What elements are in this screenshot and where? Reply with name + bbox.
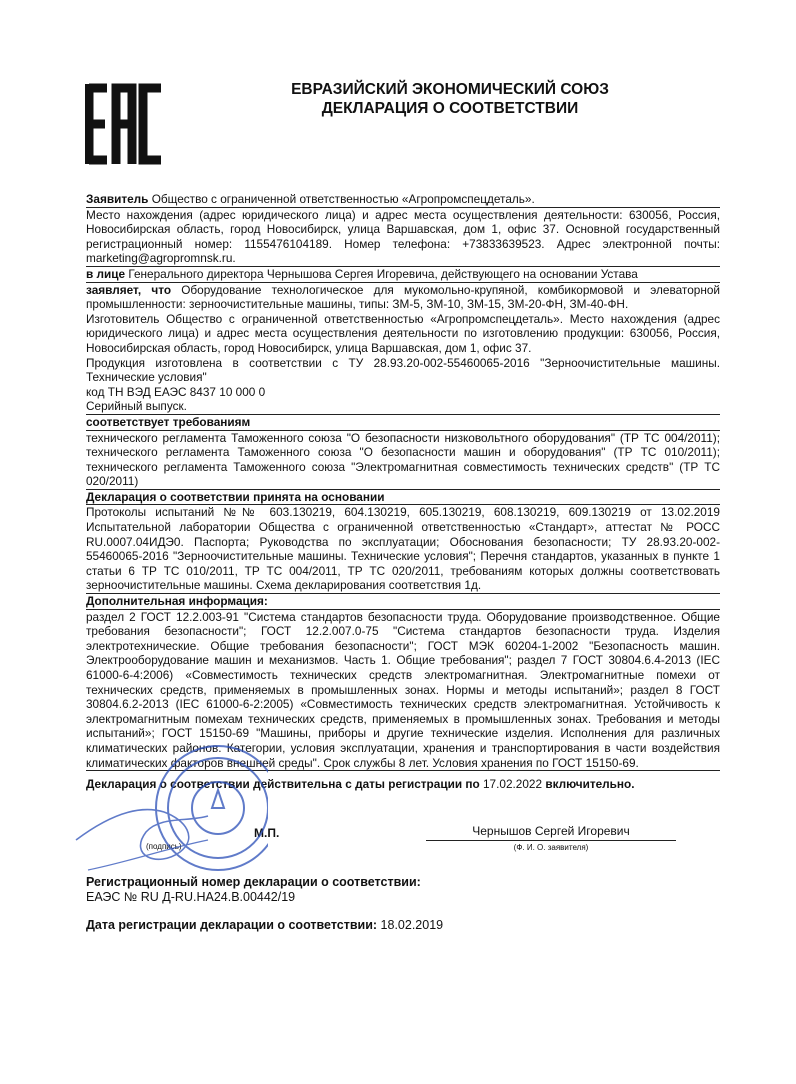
validity-date: 17.02.2022 [479, 777, 546, 792]
signature-caption: (подпись) [146, 842, 182, 851]
validity-prefix: Декларация о соответствии действительна с даты регистрации по [86, 777, 480, 792]
person-label: в лице [86, 266, 126, 281]
produced-text: Продукция изготовлена в соответствии с ТУ 28.93.20-002-55460065-2016 "Зерноочистительные машины. Технические условия" [86, 355, 720, 385]
registration-number-label: Регистрационный номер декларации о соответствии: [86, 875, 421, 889]
basis-label: Декларация о соответствии принята на основании [86, 490, 720, 506]
header-declaration-title: ДЕКЛАРАЦИЯ О СООТВЕТСТВИИ [321, 100, 579, 117]
registration-date-row [86, 918, 443, 932]
applicant-address: Место нахождения (адрес юридического лица) и адрес места осуществления деятельности: 630056, Россия, Новосибирская область, город Новосибирск, улица Варшавская, дом 1, офис 37. Основной государственный регистрационный номер: 1155476104189. Номер телефона: +73833639523. Адрес электронной почты: marketing@agropromnsk.ru. [86, 207, 720, 266]
requirements-label: соответствует требованиям [86, 415, 720, 431]
declares-block [86, 283, 720, 415]
eac-logo [85, 80, 165, 168]
person-row [86, 267, 720, 283]
registration-date-label: Дата регистрации декларации о соответствии: [86, 918, 378, 932]
signer-caption: (Ф. И. О. заявителя) [513, 843, 589, 852]
basis-text: Протоколы испытаний №№ 603.130219, 604.130219, 605.130219, 608.130219, 609.130219 от 13.02.2019 Испытательной лаборатории Общества с ограниченной ответственностью «Стандарт», аттестат № РОСС RU.0007.04ИДЭ0. Паспорта; Руководства по эксплуатации; Обоснования безопасности; ТУ 28.93.20-002-55460065-2016 "Зерноочистительные машины. Технические условия"; Перечня стандартов, указанных в пункте 1 статьи 6 ТР ТС 010/2011, ТР ТС 004/2011, ТР ТС 020/2011, требованиям которых должны соответствовать зерноочистительные машины. Схема декларирования соответствия 1д. [86, 505, 720, 593]
declares-product: Оборудование технологическое для мукомольно-крупяной, комбикормовой и элеваторной промышленности: зерноочистительные машины, типы: ЗМ-5, ЗМ-10, ЗМ-15, ЗМ-20-ФН, ЗМ-40-ФН. [86, 282, 720, 312]
applicant-name: Общество с ограниченной ответственностью «Агропромспецдеталь». [148, 192, 535, 206]
declaration-body [86, 192, 720, 792]
header-union-title: ЕВРАЗИЙСКИЙ ЭКОНОМИЧЕСКИЙ СОЮЗ [291, 81, 609, 98]
additional-label: Дополнительная информация: [86, 594, 720, 610]
manufacturer-text: Изготовитель Общество с ограниченной ответственностью «Агропромспецдеталь». Место нахождения (адрес юридического лица) и адрес места осуществления деятельности по изготовлению продукции: 630056, Россия, Новосибирская область, город Новосибирск, улица Варшавская, дом 1, офис 37. [86, 311, 720, 355]
applicant-row [86, 192, 720, 208]
additional-text: раздел 2 ГОСТ 12.2.003-91 "Система стандартов безопасности труда. Оборудование производственное. Общие требования безопасности"; ГОСТ 12.2.007.0-75 "Система стандартов безопасности труда. Изделия электротехнические. Общие требования безопасности"; ГОСТ МЭК 60204-1-2002 "Безопасность машин. Электрооборудование машин и механизмов. Часть 1. Общие требования"; раздел 7 ГОСТ 30804.6.4-2013 (IEC 61000-6-4:2006) «Совместимость технических средств электромагнитная. Электромагнитные помехи от технических средств, применяемых в промышленных зонах. Нормы и методы испытаний»; раздел 8 ГОСТ 30804.6.2-2013 (IEC 61000-6-2:2005) «Совместимость технических средств электромагнитная. Устойчивость к электромагнитным помехам технических средств, применяемых в промышленных зонах. Требования и методы испытаний»; ГОСТ 15150-69 "Машины, приборы и другие технические изделия. Исполнения для различных климатических районов. Категории, условия эксплуатации, хранения и транспортирования в части воздействия климатических факторов внешней среды". Срок службы 8 лет. Условия хранения по ГОСТ 15150-69. [86, 609, 720, 770]
tn-ved-code: код ТН ВЭД ЕАЭС 8437 10 000 0 [86, 384, 266, 399]
serial-text: Серийный выпуск. [86, 399, 187, 414]
signer-name: Чернышов Сергей Игоревич [426, 824, 676, 841]
signature-area [86, 818, 720, 858]
person-text: Генерального директора Чернышова Сергея Игоревича, действующего на основании Устава [125, 266, 638, 281]
document-header [190, 80, 710, 118]
validity-suffix: включительно. [545, 777, 635, 792]
applicant-label: Заявитель [86, 192, 149, 206]
registration-number: ЕАЭС № RU Д-RU.НА24.В.00442/19 [86, 890, 296, 904]
registration-date: 18.02.2019 [377, 918, 444, 932]
validity-row [86, 777, 720, 792]
declares-label: заявляет, что [86, 282, 172, 297]
stamp-place-label: М.П. [254, 826, 280, 840]
requirements-text: технического регламента Таможенного союза "О безопасности низковольтного оборудования" (ТР ТС 004/2011); технического регламента Таможенного союза "О безопасности машин и оборудования" (ТР ТС 010/2011); технического регламента Таможенного союза "Электромагнитная совместимость технических средств" (ТР ТС 020/2011) [86, 430, 720, 489]
